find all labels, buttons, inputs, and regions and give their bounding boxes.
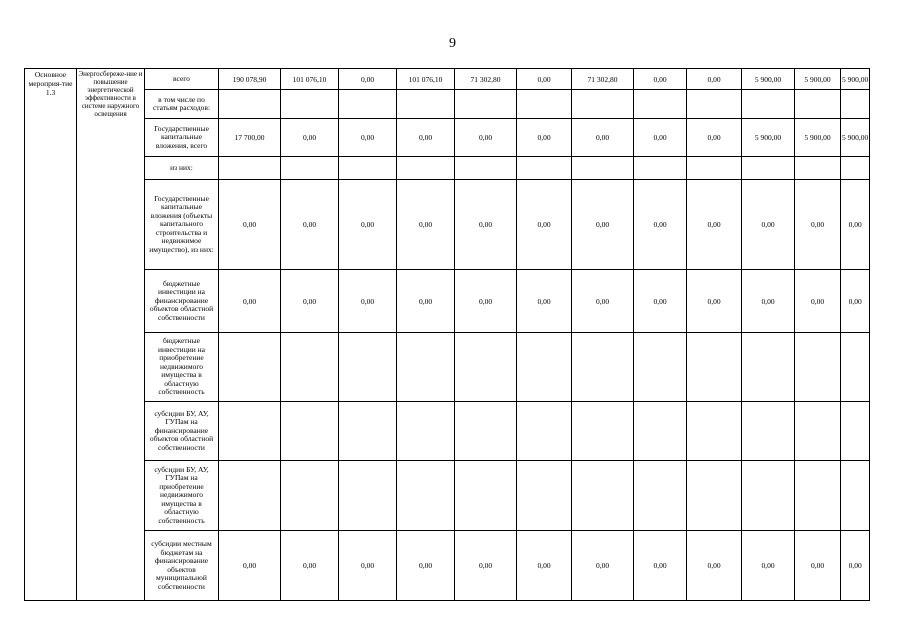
value-cell: 0,00 — [339, 180, 397, 270]
value-cell: 17 700,00 — [219, 119, 281, 157]
table-row — [25, 119, 870, 157]
value-cell: 0,00 — [339, 270, 397, 333]
value-cell — [572, 333, 634, 402]
table-row — [25, 333, 870, 402]
table-row — [25, 531, 870, 601]
value-cell — [397, 90, 455, 119]
value-cell — [634, 333, 687, 402]
value-cell: 101 076,10 — [281, 69, 339, 90]
value-cell: 0,00 — [339, 531, 397, 601]
value-cell: 0,00 — [517, 270, 572, 333]
value-cell — [841, 157, 870, 180]
value-cell: 71 302,80 — [455, 69, 517, 90]
value-cell: 0,00 — [687, 531, 742, 601]
value-cell — [455, 157, 517, 180]
value-cell — [397, 461, 455, 531]
value-cell — [572, 402, 634, 461]
value-cell: 0,00 — [572, 180, 634, 270]
value-cell — [795, 461, 841, 531]
value-cell: 0,00 — [572, 270, 634, 333]
value-cell: 101 076,10 — [397, 69, 455, 90]
value-cell: 0,00 — [634, 270, 687, 333]
value-cell: 0,00 — [517, 69, 572, 90]
value-cell — [219, 90, 281, 119]
value-cell: 71 302,80 — [572, 69, 634, 90]
value-cell — [455, 461, 517, 531]
value-cell — [742, 90, 795, 119]
value-cell — [572, 157, 634, 180]
row-label-cell: Государственные капитальные вложения (объекты капитального строительства и недвижимое имущество), из них: — [145, 180, 219, 270]
value-cell — [281, 333, 339, 402]
value-cell — [281, 157, 339, 180]
table-row — [25, 157, 870, 180]
value-cell — [687, 157, 742, 180]
value-cell: 0,00 — [397, 119, 455, 157]
value-cell: 0,00 — [687, 69, 742, 90]
value-cell — [281, 90, 339, 119]
row-label-cell: субсидии местным бюджетам на финансирование объектов муниципальной собственности — [145, 531, 219, 601]
value-cell — [397, 333, 455, 402]
value-cell — [517, 402, 572, 461]
value-cell — [742, 333, 795, 402]
value-cell: 0,00 — [219, 531, 281, 601]
value-cell — [687, 90, 742, 119]
table-row — [25, 69, 870, 90]
page-number: 9 — [449, 36, 456, 51]
value-cell — [634, 402, 687, 461]
value-cell: 0,00 — [687, 119, 742, 157]
value-cell: 5 900,00 — [841, 119, 870, 157]
value-cell — [795, 402, 841, 461]
value-cell: 5 900,00 — [841, 69, 870, 90]
row-label-cell: бюджетные инвестиции на финансирование объектов областной собственности — [145, 270, 219, 333]
value-cell — [517, 333, 572, 402]
value-cell — [219, 157, 281, 180]
row-label-cell: Государственные капитальные вложения, всего — [145, 119, 219, 157]
value-cell: 0,00 — [841, 180, 870, 270]
value-cell — [517, 461, 572, 531]
value-cell — [339, 333, 397, 402]
value-cell: 0,00 — [634, 119, 687, 157]
value-cell — [634, 461, 687, 531]
value-cell: 0,00 — [742, 180, 795, 270]
value-cell — [455, 90, 517, 119]
value-cell: 0,00 — [634, 531, 687, 601]
row-label-cell: бюджетные инвестиции на приобретение недвижимого имущества в областную собственность — [145, 333, 219, 402]
value-cell: 0,00 — [455, 119, 517, 157]
table-row — [25, 180, 870, 270]
value-cell: 0,00 — [339, 119, 397, 157]
value-cell — [572, 461, 634, 531]
value-cell: 0,00 — [219, 180, 281, 270]
value-cell — [795, 333, 841, 402]
value-cell — [517, 90, 572, 119]
value-cell — [841, 402, 870, 461]
value-cell — [742, 402, 795, 461]
value-cell — [397, 402, 455, 461]
description-cell: Энергосбереже-ние и повышение энергетической эффективности в системе наружного освещения — [77, 69, 145, 601]
value-cell: 0,00 — [281, 180, 339, 270]
value-cell: 5 900,00 — [795, 69, 841, 90]
table-row — [25, 90, 870, 119]
value-cell — [687, 461, 742, 531]
value-cell: 0,00 — [572, 119, 634, 157]
value-cell: 0,00 — [742, 270, 795, 333]
value-cell: 0,00 — [795, 531, 841, 601]
row-label-cell: всего — [145, 69, 219, 90]
value-cell — [219, 333, 281, 402]
value-cell — [455, 402, 517, 461]
value-cell — [742, 157, 795, 180]
value-cell — [339, 90, 397, 119]
value-cell: 0,00 — [841, 531, 870, 601]
value-cell: 0,00 — [397, 270, 455, 333]
value-cell: 0,00 — [634, 180, 687, 270]
value-cell: 5 900,00 — [742, 119, 795, 157]
row-label-cell: в том числе по статьям расходов: — [145, 90, 219, 119]
row-label-cell: субсидии БУ, АУ, ГУПам на приобретение недвижимого имущества в областную собственность — [145, 461, 219, 531]
value-cell — [281, 402, 339, 461]
value-cell: 0,00 — [219, 270, 281, 333]
value-cell: 0,00 — [795, 180, 841, 270]
value-cell — [219, 461, 281, 531]
value-cell: 0,00 — [517, 531, 572, 601]
value-cell — [339, 157, 397, 180]
table-row — [25, 461, 870, 531]
value-cell: 0,00 — [397, 531, 455, 601]
value-cell — [795, 157, 841, 180]
table-row — [25, 270, 870, 333]
budget-table — [24, 68, 870, 601]
value-cell: 0,00 — [397, 180, 455, 270]
value-cell: 0,00 — [281, 119, 339, 157]
value-cell: 0,00 — [455, 531, 517, 601]
row-label-cell: из них: — [145, 157, 219, 180]
value-cell: 5 900,00 — [795, 119, 841, 157]
value-cell — [339, 461, 397, 531]
value-cell — [742, 461, 795, 531]
value-cell — [634, 157, 687, 180]
table-row — [25, 402, 870, 461]
value-cell: 0,00 — [687, 270, 742, 333]
value-cell: 0,00 — [795, 270, 841, 333]
measure-cell: Основное мероприя-тие 1.3 — [25, 69, 77, 601]
value-cell: 0,00 — [339, 69, 397, 90]
value-cell — [795, 90, 841, 119]
value-cell: 0,00 — [572, 531, 634, 601]
value-cell — [455, 333, 517, 402]
value-cell: 5 900,00 — [742, 69, 795, 90]
value-cell — [572, 90, 634, 119]
value-cell — [339, 402, 397, 461]
value-cell — [634, 90, 687, 119]
value-cell: 0,00 — [841, 270, 870, 333]
value-cell: 0,00 — [281, 270, 339, 333]
value-cell — [687, 402, 742, 461]
value-cell: 190 078,90 — [219, 69, 281, 90]
value-cell — [219, 402, 281, 461]
value-cell: 0,00 — [455, 180, 517, 270]
value-cell: 0,00 — [687, 180, 742, 270]
value-cell — [281, 461, 339, 531]
value-cell: 0,00 — [634, 69, 687, 90]
value-cell — [397, 157, 455, 180]
value-cell: 0,00 — [517, 119, 572, 157]
value-cell: 0,00 — [742, 531, 795, 601]
value-cell — [841, 333, 870, 402]
value-cell — [687, 333, 742, 402]
row-label-cell: субсидии БУ, АУ, ГУПам на финансирование объектов областной собственности — [145, 402, 219, 461]
value-cell: 0,00 — [281, 531, 339, 601]
value-cell: 0,00 — [455, 270, 517, 333]
value-cell — [517, 157, 572, 180]
value-cell: 0,00 — [517, 180, 572, 270]
value-cell — [841, 461, 870, 531]
value-cell — [841, 90, 870, 119]
